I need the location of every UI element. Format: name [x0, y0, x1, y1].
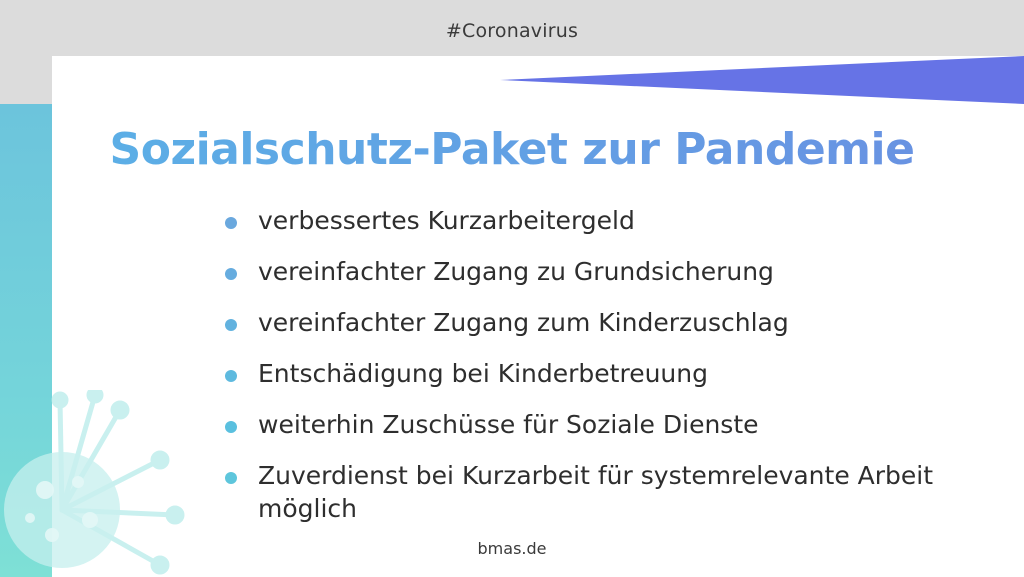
bullet-item	[222, 306, 942, 339]
bullet-dot	[225, 370, 237, 382]
bullet-dot	[225, 319, 237, 331]
bullet-item	[222, 357, 942, 390]
bullet-list	[222, 204, 942, 525]
bullet-text: Entschädigung bei Kinderbetreuung	[258, 359, 708, 388]
bullet-dot	[225, 472, 237, 484]
bullet-text: weiterhin Zuschüsse für Soziale Dienste	[258, 410, 759, 439]
bullet-dot	[225, 268, 237, 280]
bullet-text: vereinfachter Zugang zu Grundsicherung	[258, 257, 774, 286]
source-footer: bmas.de	[477, 539, 547, 558]
bullet-dot	[225, 421, 237, 433]
bullet-item	[222, 255, 942, 288]
page-title: Sozialschutz-Paket zur Pandemie	[0, 124, 1024, 175]
bullet-dot	[225, 217, 237, 229]
hashtag-label: #Coronavirus	[445, 20, 579, 42]
bullet-item	[222, 459, 942, 525]
bullet-text: vereinfachter Zugang zum Kinderzuschlag	[258, 308, 789, 337]
bullet-text: verbessertes Kurzarbeitergeld	[258, 206, 635, 235]
bullet-item	[222, 408, 942, 441]
bullet-item	[222, 204, 942, 237]
bullet-text: Zuverdienst bei Kurzarbeit für systemrelevante Arbeit möglich	[258, 461, 934, 523]
